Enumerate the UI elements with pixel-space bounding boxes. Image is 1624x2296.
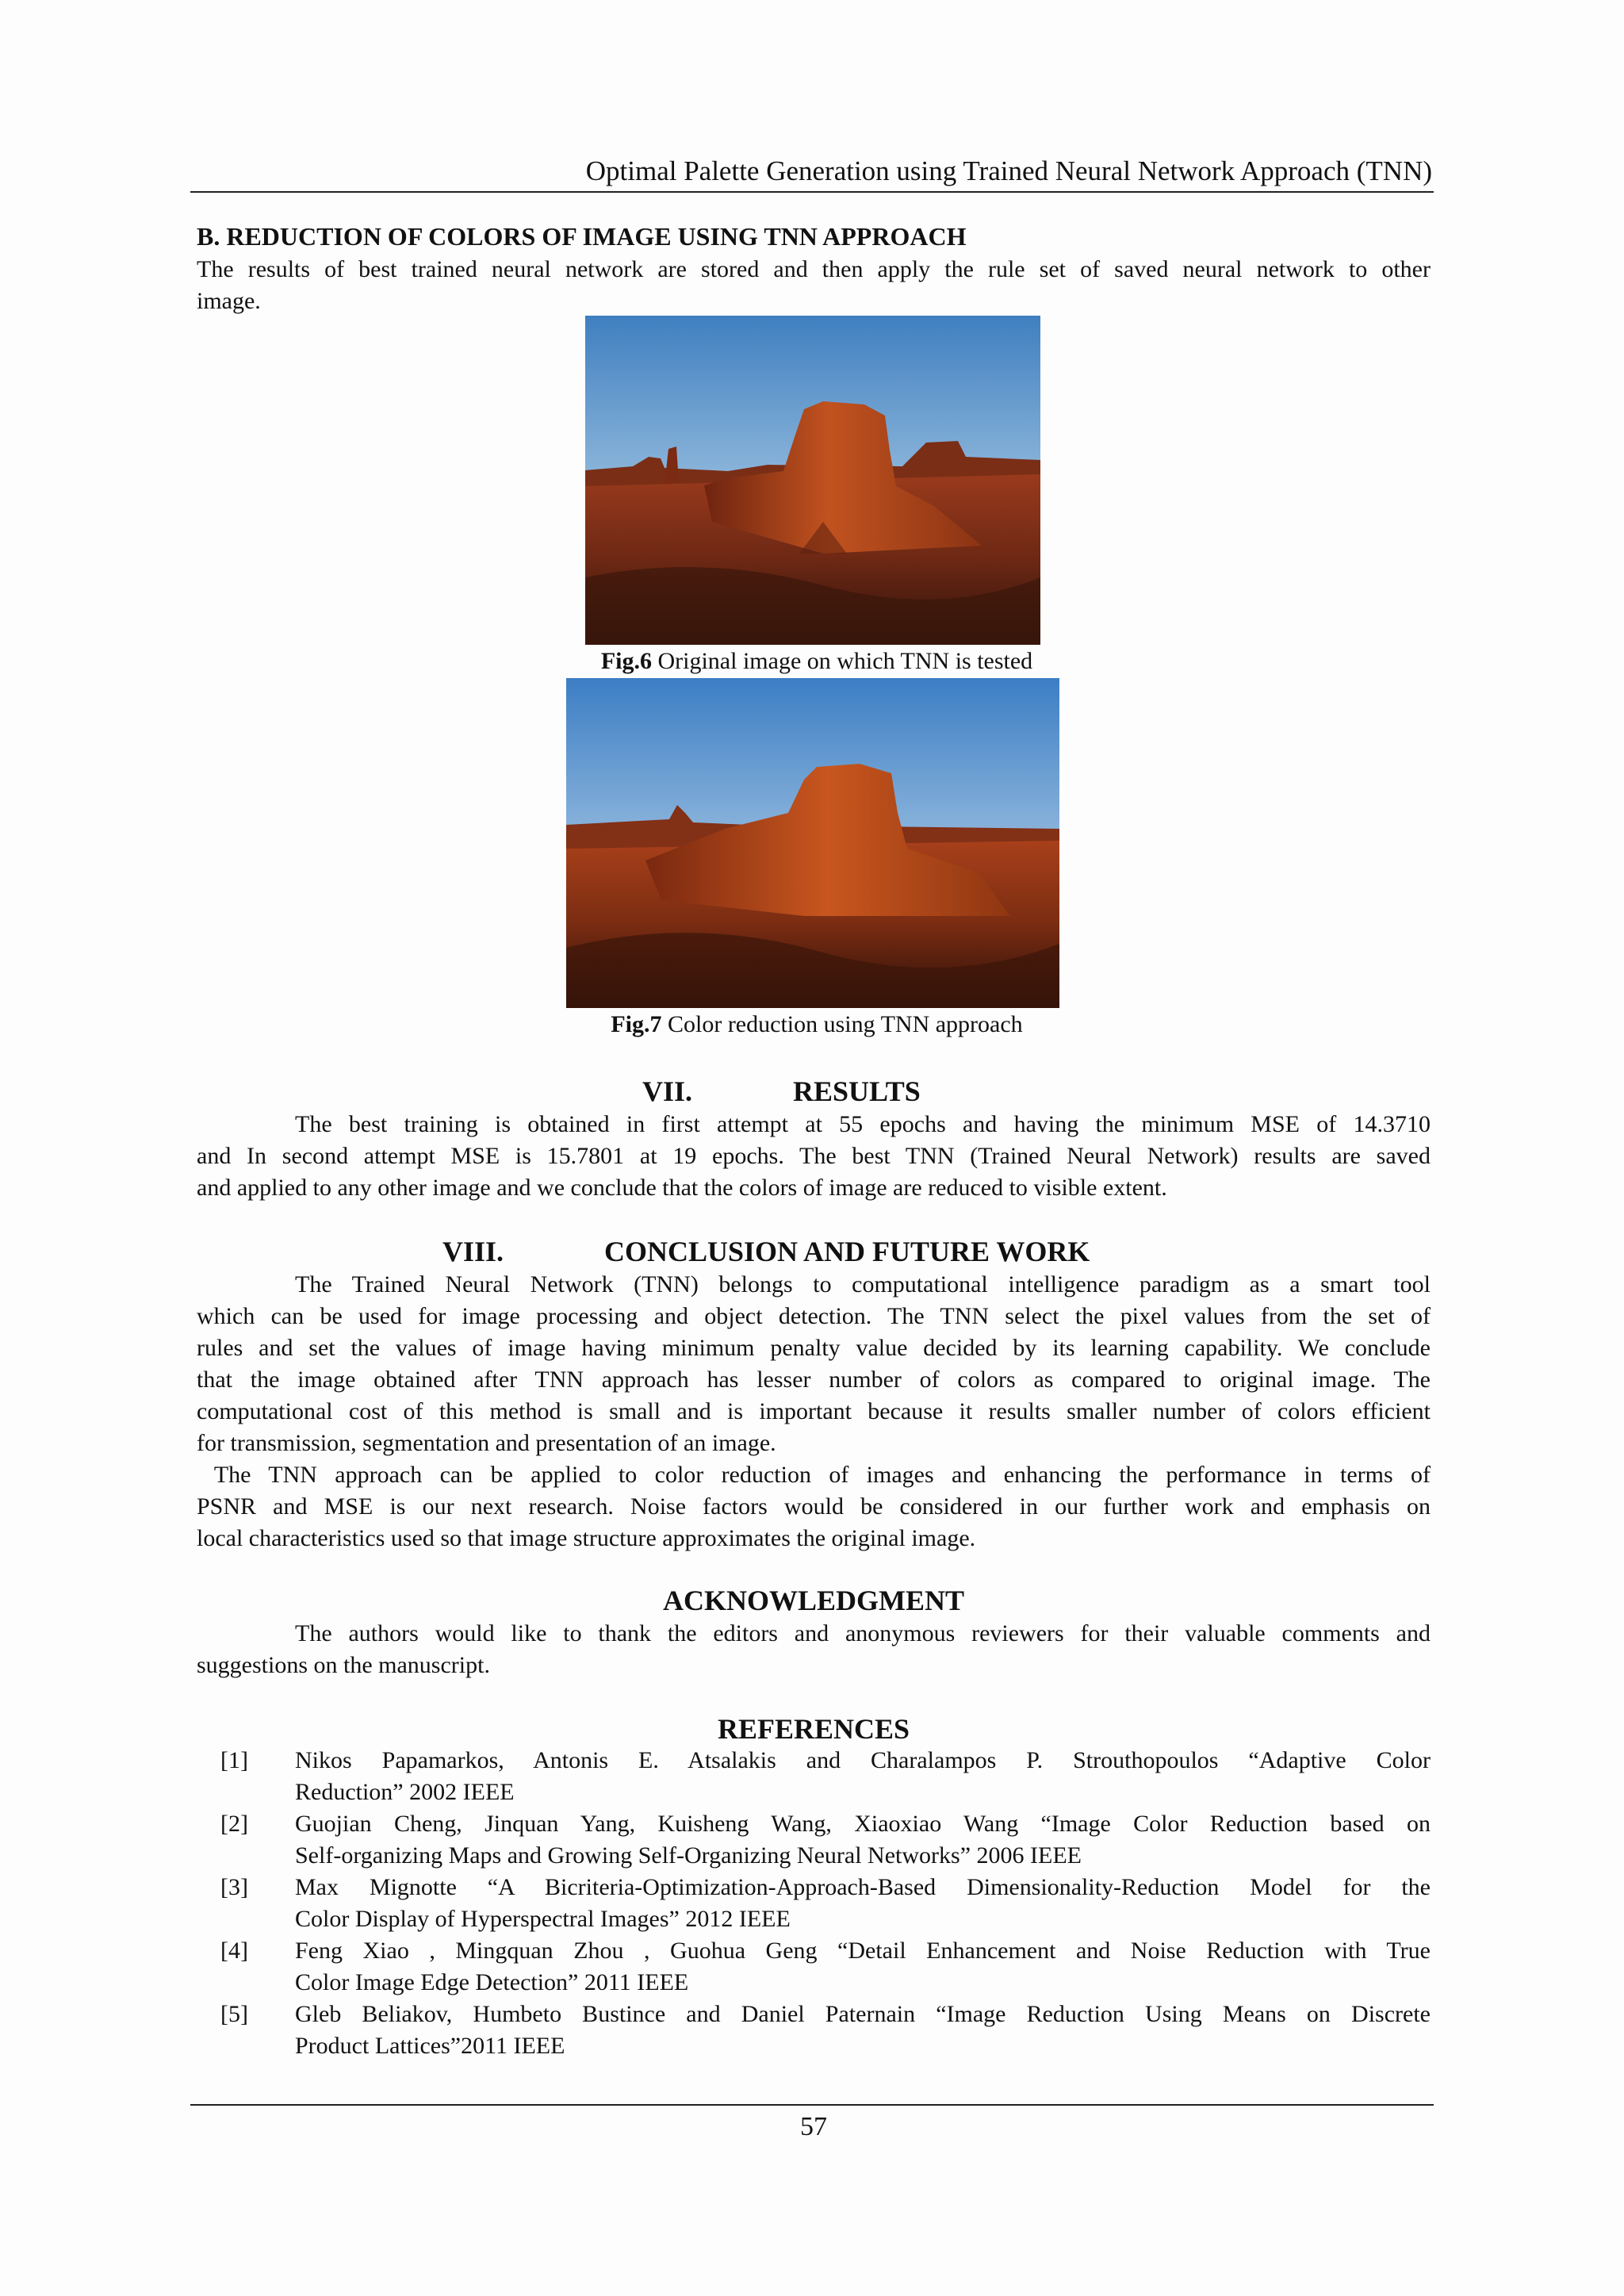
reference-text-line: Color Display of Hyperspectral Images” 2012 IEEE (295, 1906, 791, 1932)
results-heading: RESULTS (793, 1075, 921, 1107)
figure-6-caption (476, 646, 1158, 677)
reference-text-line: Gleb Beliakov, Humbeto Bustince and Daniel Paternain “Image Reduction Using Means on Discrete (295, 2001, 1431, 2027)
reference-text-line: Color Image Edge Detection” 2011 IEEE (295, 1969, 689, 1995)
figure-7-label: Fig.7 (611, 1011, 662, 1037)
results-text-line: and applied to any other image and we conclude that the colors of image are reduced to visible extent. (197, 1175, 1167, 1201)
conclusion-text-line: local characteristics used so that image structure approximates the original image. (197, 1525, 976, 1551)
reference-number: [3] (220, 1874, 248, 1900)
reference-text-line: Self-organizing Maps and Growing Self-Organizing Neural Networks” 2006 IEEE (295, 1842, 1082, 1869)
reference-text-line: Product Lattices”2011 IEEE (295, 2033, 565, 2059)
header-rule (190, 191, 1434, 193)
conclusion-heading: CONCLUSION AND FUTURE WORK (604, 1236, 1090, 1267)
reference-text-line: Feng Xiao , Mingquan Zhou , Guohua Geng “Detail Enhancement and Noise Reduction with True (295, 1938, 1431, 1964)
results-text-line: and In second attempt MSE is 15.7801 at 19 epochs. The best TNN (Trained Neural Network) results are saved (197, 1143, 1431, 1169)
results-section-number: VII. (642, 1075, 693, 1107)
conclusion-text-line: The TNN approach can be applied to color reduction of images and enhancing the performance in terms of (197, 1462, 1431, 1488)
conclusion-text-line: rules and set the values of image having minimum penalty value decided by its learning capability. We conclude (197, 1335, 1431, 1361)
conclusion-text-line: The Trained Neural Network (TNN) belongs to computational intelligence paradigm as a smart tool (295, 1271, 1431, 1297)
references-heading: REFERENCES (717, 1713, 910, 1745)
figure-7-caption-text: Color reduction using TNN approach (661, 1011, 1023, 1037)
acknowledgment-heading: ACKNOWLEDGMENT (662, 1585, 965, 1616)
conclusion-text-line: PSNR and MSE is our next research. Noise factors would be considered in our further work and emphasis on (197, 1493, 1431, 1520)
section-b-text-line: The results of best trained neural network are stored and then apply the rule set of saved neural network to other (197, 256, 1431, 282)
conclusion-text-line: for transmission, segmentation and presentation of an image. (197, 1430, 776, 1456)
footer-rule (190, 2104, 1434, 2106)
conclusion-text-line: which can be used for image processing and object detection. The TNN select the pixel values from the set of (197, 1303, 1431, 1329)
section-b-heading: B. REDUCTION OF COLORS OF IMAGE USING TNN APPROACH (197, 222, 967, 251)
reference-text-line: Nikos Papamarkos, Antonis E. Atsalakis and Charalampos P. Strouthopoulos “Adaptive Color (295, 1747, 1431, 1773)
conclusion-text-line: that the image obtained after TNN approach has lesser number of colors as compared to original image. The (197, 1366, 1431, 1393)
reference-text-line: Guojian Cheng, Jinquan Yang, Kuisheng Wang, Xiaoxiao Wang “Image Color Reduction based on (295, 1811, 1431, 1837)
reference-number: [2] (220, 1811, 248, 1837)
figure-6-caption-text: Original image on which TNN is tested (651, 648, 1033, 674)
reference-number: [4] (220, 1938, 248, 1964)
figure-6-label: Fig.6 (600, 648, 652, 674)
figure-6-image (585, 316, 1040, 645)
acknowledgment-text-line: suggestions on the manuscript. (197, 1652, 490, 1678)
figure-7-caption (476, 1009, 1158, 1041)
acknowledgment-text-line: The authors would like to thank the editors and anonymous reviewers for their valuable comments and (295, 1620, 1431, 1646)
figure-7-image (566, 678, 1059, 1008)
reference-text-line: Max Mignotte “A Bicriteria-Optimization-Approach-Based Dimensionality-Reduction Model for the (295, 1874, 1431, 1900)
conclusion-text-line: computational cost of this method is small and is important because it results smaller number of colors efficient (197, 1398, 1431, 1424)
results-text-line: The best training is obtained in first attempt at 55 epochs and having the minimum MSE of 14.3710 (295, 1111, 1431, 1137)
reference-number: [5] (220, 2001, 248, 2027)
section-b-text-line: image. (197, 288, 261, 314)
conclusion-section-number: VIII. (442, 1236, 504, 1267)
page-number: 57 (800, 2112, 827, 2141)
reference-number: [1] (220, 1747, 248, 1773)
reference-text-line: Reduction” 2002 IEEE (295, 1779, 515, 1805)
running-header: Optimal Palette Generation using Trained Neural Network Approach (TNN) (585, 155, 1432, 186)
